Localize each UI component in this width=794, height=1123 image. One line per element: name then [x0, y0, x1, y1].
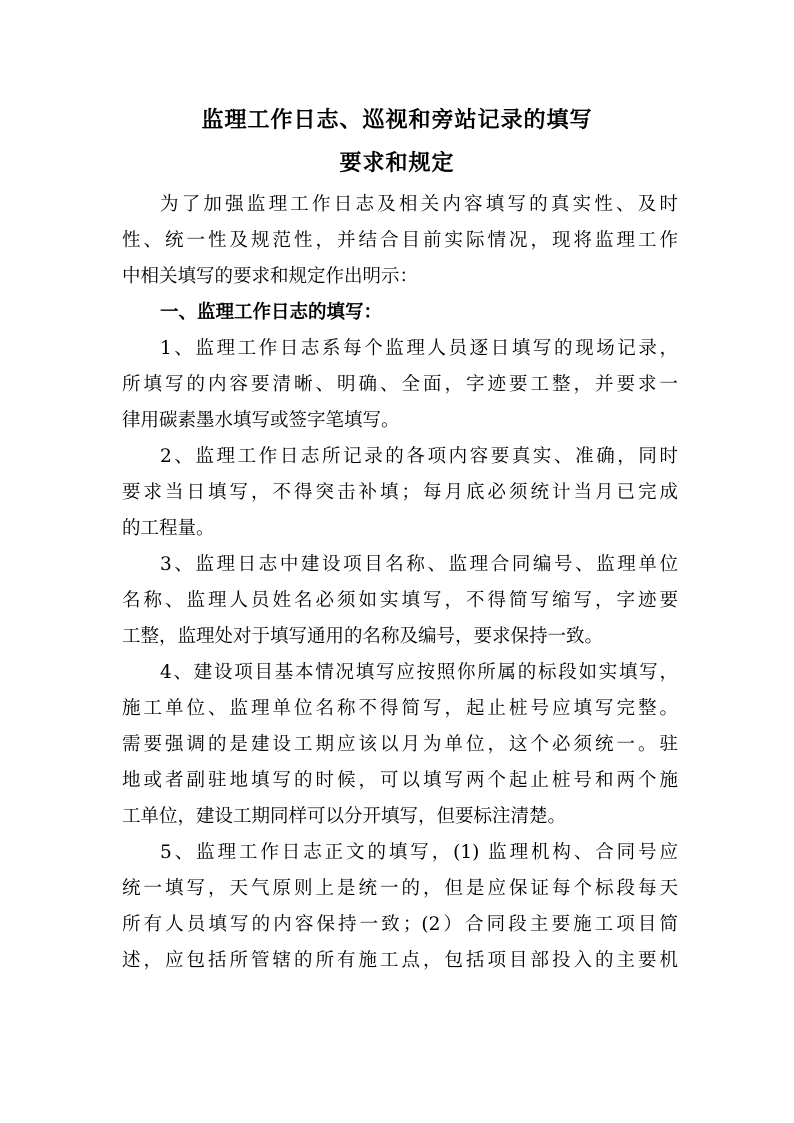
- document-body: [122, 187, 678, 979]
- paragraph-line: 为了加强监理工作日志及相关内容填写的真实性、及时: [160, 194, 678, 215]
- section-heading: 一、监理工作日志的填写：: [160, 302, 383, 323]
- paragraph-line: 所填写的内容要清晰、明确、全面，字迹要工整，并要求一: [122, 374, 678, 395]
- paragraph-line: 2、监理工作日志所记录的各项内容要真实、准确，同时: [160, 446, 678, 467]
- paragraph-line: 5、监理工作日志正文的填写，(1) 监理机构、合同号应: [160, 842, 678, 863]
- paragraph-line: 地或者副驻地填写的时候，可以填写两个起止桩号和两个施: [122, 770, 678, 791]
- paragraph-line: 所有人员填写的内容保持一致；(2）合同段主要施工项目简: [122, 914, 678, 935]
- paragraph-line: 工单位，建设工期同样可以分开填写，但要标注清楚。: [122, 806, 567, 827]
- paragraph-line: 的工程量。: [122, 518, 215, 539]
- document-title-line-2: 要求和规定: [339, 150, 455, 176]
- paragraph-line: 工整，监理处对于填写通用的名称及编号，要求保持一致。: [122, 626, 604, 647]
- paragraph-line: 述，应包括所管辖的所有施工点，包括项目部投入的主要机: [122, 950, 678, 971]
- paragraph-line: 施工单位、监理单位名称不得简写，起止桩号应填写完整。: [122, 698, 678, 719]
- paragraph-line: 要求当日填写，不得突击补填；每月底必须统计当月已完成: [122, 482, 678, 503]
- paragraph-line: 3、监理日志中建设项目名称、监理合同编号、监理单位: [160, 554, 678, 575]
- paragraph-line: 中相关填写的要求和规定作出明示：: [122, 266, 419, 287]
- paragraph-line: 名称、监理人员姓名必须如实填写，不得简写缩写，字迹要: [122, 590, 678, 611]
- paragraph-line: 1、监理工作日志系每个监理人员逐日填写的现场记录，: [160, 338, 678, 359]
- paragraph-line: 律用碳素墨水填写或签字笔填写。: [122, 410, 400, 431]
- paragraph-line: 统一填写，天气原则上是统一的，但是应保证每个标段每天: [122, 878, 678, 899]
- paragraph-line: 性、统一性及规范性，并结合目前实际情况，现将监理工作: [122, 230, 678, 251]
- document-title-line-1: 监理工作日志、巡视和旁站记录的填写: [201, 107, 593, 133]
- paragraph-line: 4、建设项目基本情况填写应按照你所属的标段如实填写，: [160, 662, 678, 683]
- paragraph-line: 需要强调的是建设工期应该以月为单位，这个必须统一。驻: [122, 734, 678, 755]
